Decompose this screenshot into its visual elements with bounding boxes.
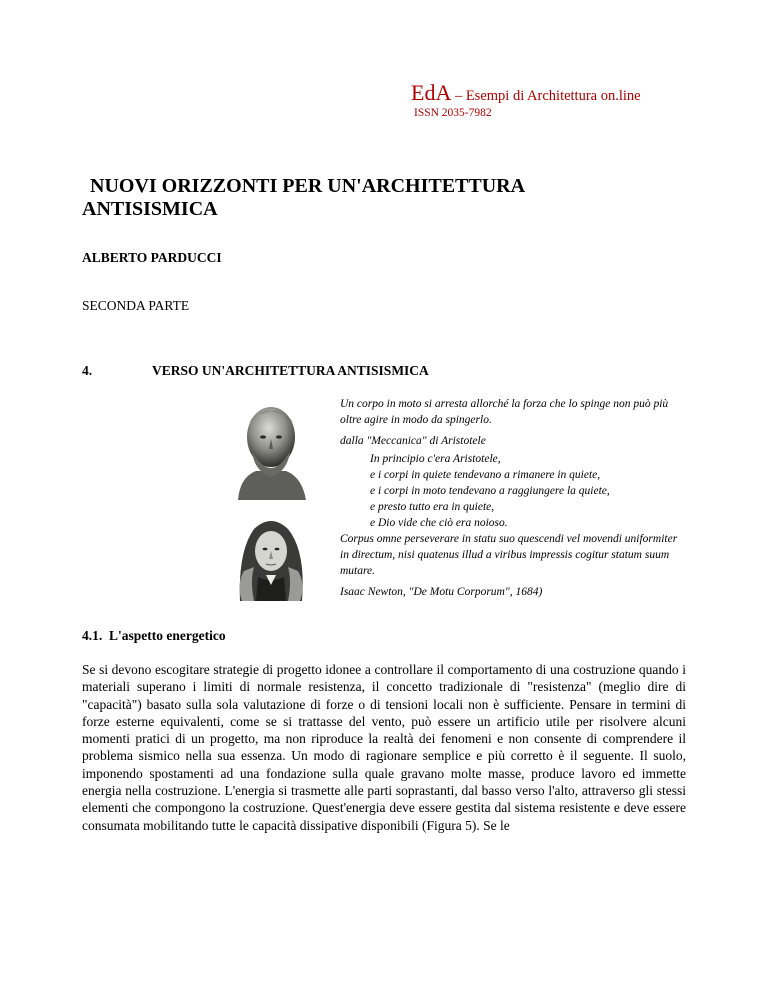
newton-portrait-image: [230, 511, 312, 601]
journal-masthead: [411, 80, 641, 106]
title-line-1: NUOVI ORIZZONTI PER UN'ARCHITETTURA: [90, 175, 526, 197]
body-paragraph: Se si devono escogitare strategie di progetto idonee a controllare il comportamento di una costruzione quando i materiali superano i limiti di normale resistenza, il concetto tradizionale di "resistenza" (meglio dire di "capacità") basato sulla sola valutazione di forze o di tensioni locali non è sufficiente. Pensare in termini di forze esterne equivalenti, come se si trattasse del vento, può essere un artificio utile per risolvere alcuni momenti pratici di un progetto, ma non riproduce la realtà dei fenomeni e non consente di comprendere il problema sismico nella sua essenza. Un modo di ragionare semplice e più corretto è il seguente. Il suolo, imponendo spostamenti ad una fondazione sulla quale gravano molte masse, produce lavoro ed immette energia nella costruzione. L'energia si trasmette alle parti soprastanti, dal basso verso l'alto, attraverso gli stessi elementi che compongono la costruzione. Quest'energia deve essere gestita dal sistema resistente e deve essere consumata mobilitando tutte le capacità dissipative disponibili (Figura 5). Se le: [82, 662, 686, 833]
epigraph-newton-source: Isaac Newton, "De Motu Corporum", 1684): [340, 586, 543, 598]
section-number: 4.: [82, 363, 93, 378]
subsection-number: 4.1.: [82, 628, 103, 643]
poem-line: In principio c'era Aristotele,: [370, 453, 501, 465]
subsection-title: L'aspetto energetico: [109, 628, 226, 643]
author-name: ALBERTO PARDUCCI: [82, 250, 222, 265]
journal-subtitle: – Esempi di Architettura on.line: [451, 88, 641, 104]
poem-line: e i corpi in quiete tendevano a rimanere in quiete,: [370, 469, 601, 481]
poem-line: e i corpi in moto tendevano a raggiungere la quiete,: [370, 485, 610, 497]
article-title: [82, 175, 525, 221]
title-line-2: ANTISISMICA: [82, 198, 218, 220]
subsection-heading: [82, 628, 226, 644]
poem-line: e Dio vide che ciò era noioso.: [370, 517, 508, 529]
part-label: SECONDA PARTE: [82, 298, 190, 313]
epigraph-poem: [370, 451, 610, 531]
journal-logo: EdA: [411, 80, 452, 105]
epigraph-newton-quote: Corpus omne perseverare in statu suo quescendi vel movendi uniformiter in directum, nisi quatenus illud a viribus impressis cogitur statum suum mutare.: [340, 533, 678, 577]
section-title: VERSO UN'ARCHITETTURA ANTISISMICA: [152, 363, 429, 378]
epigraph-aristotle-source: dalla "Meccanica" di Aristotele: [340, 435, 486, 447]
aristotle-bust-image: [230, 399, 312, 500]
epigraph-aristotle-quote: Un corpo in moto si arresta allorché la forza che lo spinge non può più oltre agire in modo da spingerlo.: [340, 398, 669, 426]
issn: ISSN 2035-7982: [414, 107, 492, 119]
poem-line: e presto tutto era in quiete,: [370, 501, 495, 513]
